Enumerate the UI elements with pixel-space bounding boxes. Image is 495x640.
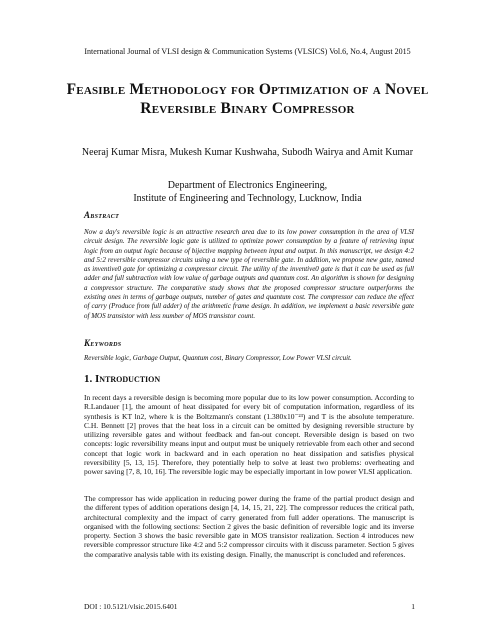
affiliation-department: Department of Electronics Engineering,	[167, 180, 328, 191]
introduction-paragraph-1: In recent days a reversible design is becoming more popular due to its low power consumption. According to R.Landauer [1], the amount of heat dissipated for every bit of computation information, regardless of its synthesis is KT ln2, where k is the Boltzmann's constant (1.380x10⁻²³) and T is the absolute temperature. C.H. Bennett [2] proves that the heat loss in a circuit can be omitted by designing reversible structure by utilizing reversible gates and without feedback and fan-out concept. Reversible design is based on two concepts: logic reversibility means input and output must be uniquely retrievable from each other and second concept that logic work in backward and in each operation no heat dissipation and satisfies physical reversibility [5, 13, 15]. Therefore, they potentially help to solve at least two problems: overheating and power saving [7, 8, 10, 16]. The reversible logic may be especially important in low power VLSI application.	[84, 393, 414, 477]
author-list: Neeraj Kumar Misra, Mukesh Kumar Kushwaha, Subodh Wairya and Amit Kumar	[81, 147, 414, 158]
introduction-paragraph-2: The compressor has wide application in reducing power during the frame of the partial product design and the different types of addition operations design [4, 14, 15, 21, 22]. The compressor reduces the critical path, architectural complexity and the impact of carry generated from full adder operations. The manuscript is organised with the following sections: Section 2 gives the basic definition of reversible logic and its inverse property. Section 3 shows the basic reversible gate in MOS transistor realization. Section 4 introduces new reversible compressor structure like 4:2 and 5:2 compressor circuits with it discuss parameter. Section 5 gives the comparative analysis table with its existing design. Finally, the manuscript is concluded and references.	[84, 494, 414, 559]
journal-header: International Journal of VLSI design & Communication Systems (VLSICS) Vol.6, No.4, August 2015	[84, 47, 411, 56]
introduction-heading: 1. Introduction	[84, 373, 161, 385]
paper-title: Feasible Methodology for Optimization of a Novel Reversible Binary Compressor	[66, 81, 429, 117]
doi-footer: DOI : 10.5121/vlsic.2015.6401	[84, 602, 178, 611]
affiliation-institute: Institute of Engineering and Technology, Lucknow, India	[133, 192, 362, 204]
page-number: 1	[411, 602, 415, 611]
abstract-text: Now a day's reversible logic is an attractive research area due to its low power consumption in the area of VLSI circuit design. The reversible logic gate is utilized to optimize power consumption by a feature of retrieving input logic from an output logic because of bijective mapping between input and output. In this manuscript, we design 4:2 and 5:2 reversible compressor circuits using a new type of reversible gate. In addition, we propose new gate, named as inventive0 gate for optimizing a compressor circuit. The utility of the inventive0 gate is that it can be used as full adder and full subtraction with low value of garbage outputs and quantum cost. An algorithm is shown for designing a compressor structure. The comparative study shows that the proposed compressor structure outperforms the existing ones in terms of garbage outputs, number of gates and quantum cost. The compressor can reduce the effect of carry (Produce from full adder) of the arithmetic frame design. In addition, we implement a basic reversible gate of MOS transistor with less number of MOS transistor count.	[84, 228, 414, 320]
abstract-heading: Abstract	[84, 210, 120, 220]
keywords-heading: Keywords	[84, 338, 122, 348]
affiliation	[70, 180, 425, 205]
keywords-text: Reversible logic, Garbage Output, Quantum cost, Binary Compressor, Low Power VLSI circuit.	[84, 354, 352, 362]
